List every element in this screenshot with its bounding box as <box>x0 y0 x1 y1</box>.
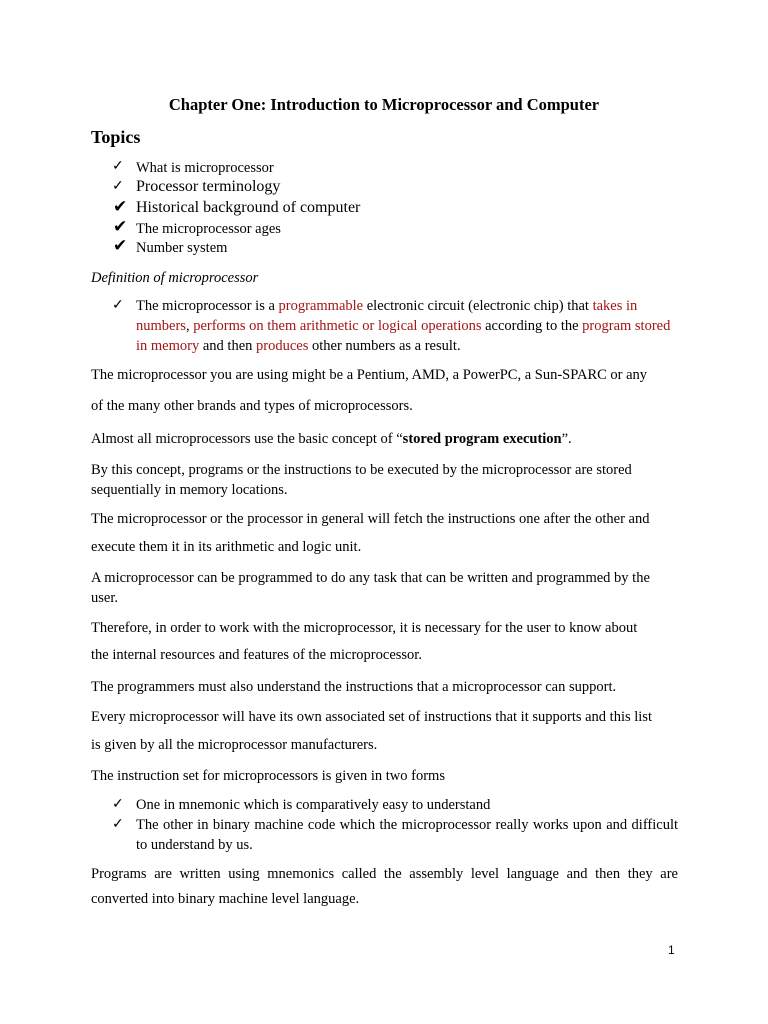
definition-part: The microprocessor is a <box>136 298 279 314</box>
paragraph-line: Every microprocessor will have its own associated set of instructions that it supports and this list <box>91 709 652 725</box>
check-icon: ✔ <box>113 197 128 216</box>
topics-heading: Topics <box>91 127 141 147</box>
form-item: One in mnemonic which is comparatively easy to understand <box>136 797 491 813</box>
form-item: The other in binary machine code which the microprocessor really works upon and difficult to understand by us. <box>136 817 678 853</box>
check-icon: ✔ <box>113 236 128 255</box>
definition-highlight: programmable <box>278 298 364 314</box>
paragraph-line: Programs are written using mnemonics called the assembly level language and then they are <box>91 866 678 882</box>
paragraph-text: ”. <box>561 431 572 447</box>
definition-highlight: performs on them arithmetic or logical operations <box>193 318 482 334</box>
check-icon: ✓ <box>112 159 124 174</box>
topic-item: The microprocessor ages <box>136 221 281 237</box>
definition-part: and then <box>199 338 257 354</box>
paragraph-line: The microprocessor or the processor in general will fetch the instructions one after the other and <box>91 511 650 527</box>
topic-item: What is microprocessor <box>136 160 274 176</box>
paragraph: A microprocessor can be programmed to do any task that can be written and programmed by the user. <box>91 570 650 606</box>
page-number: 1 <box>668 943 675 957</box>
check-icon: ✔ <box>113 217 128 236</box>
paragraph-text: Almost all microprocessors use the basic concept of “ <box>91 431 403 447</box>
paragraph-line: execute them it in its arithmetic and logic unit. <box>91 539 362 555</box>
paragraph-line: the internal resources and features of the microprocessor. <box>91 647 422 663</box>
definition-highlight: takes in numbers <box>136 298 638 334</box>
definition-highlight: program stored in memory <box>136 318 671 354</box>
paragraph: The instruction set for microprocessors is given in two forms <box>91 768 445 784</box>
paragraph <box>91 429 678 449</box>
paragraph-line: Therefore, in order to work with the microprocessor, it is necessary for the user to know about <box>91 620 638 636</box>
check-icon: ✓ <box>112 797 124 812</box>
paragraph-line: converted into binary machine level language. <box>91 891 360 907</box>
check-icon: ✓ <box>112 179 124 194</box>
emphasis-text: stored program execution <box>402 431 562 447</box>
paragraph: By this concept, programs or the instructions to be executed by the microprocessor are stored sequentially in memory locations. <box>91 462 632 498</box>
definition-highlight: produces <box>256 338 309 354</box>
check-icon: ✓ <box>112 817 124 832</box>
definition-heading: Definition of microprocessor <box>91 270 259 286</box>
definition-part: electronic circuit (electronic chip) that <box>363 298 593 314</box>
check-icon: ✓ <box>112 298 124 313</box>
definition-part: , <box>185 318 194 334</box>
paragraph-line: The microprocessor you are using might be a Pentium, AMD, a PowerPC, a Sun-SPARC or any <box>91 367 648 383</box>
definition-part: other numbers as a result. <box>308 338 461 354</box>
paragraph-line: of the many other brands and types of microprocessors. <box>91 398 413 414</box>
definition-text <box>136 296 678 356</box>
topic-item: Historical background of computer <box>136 199 361 216</box>
page-title: Chapter One: Introduction to Microprocessor and Computer <box>168 95 600 114</box>
topic-item: Processor terminology <box>136 178 281 195</box>
definition-part: according to the <box>481 318 583 334</box>
paragraph: The programmers must also understand the instructions that a microprocessor can support. <box>91 679 617 695</box>
paragraph-line: is given by all the microprocessor manufacturers. <box>91 737 378 753</box>
topic-item: Number system <box>136 240 228 256</box>
